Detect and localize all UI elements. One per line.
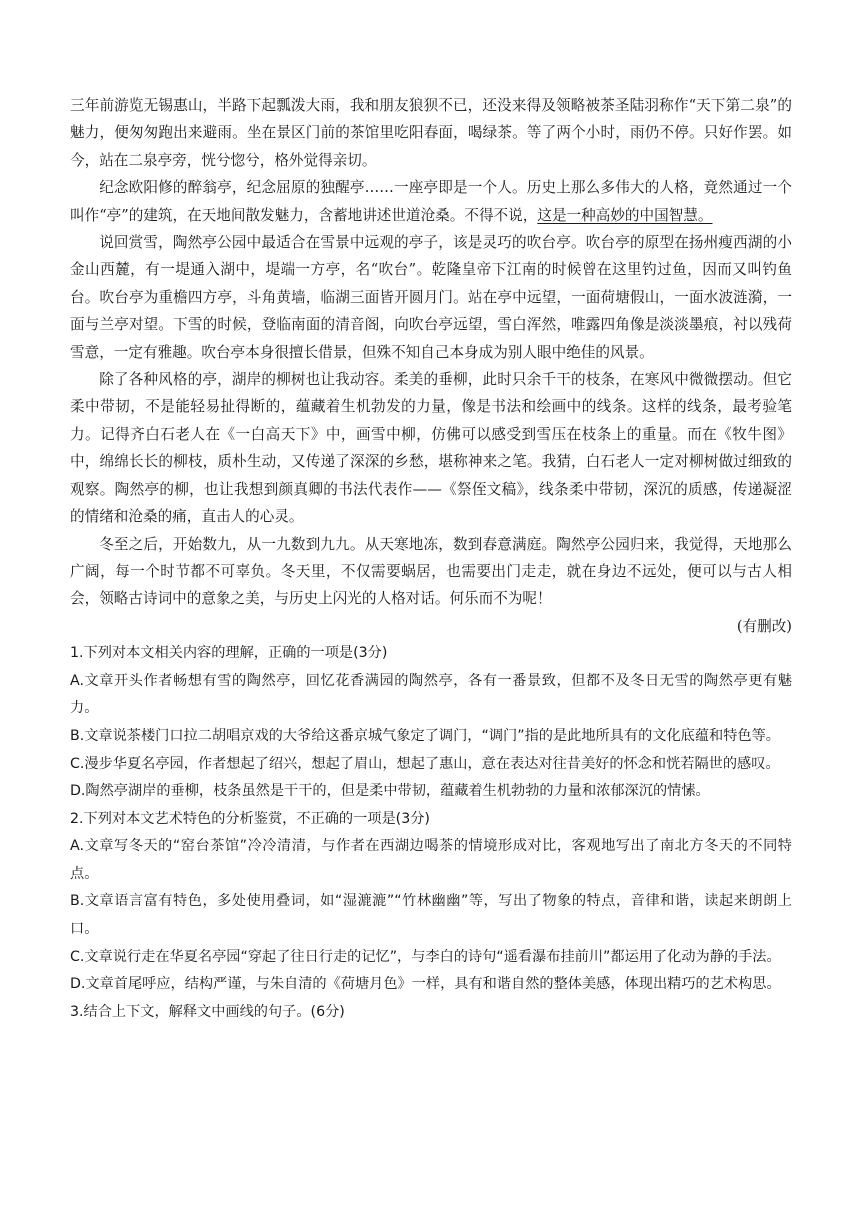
article-paragraph-3: 说回赏雪，陶然亭公园中最适合在雪景中远观的亭子，该是灵巧的吹台亭。吹台亭的原型在扬州瘦西湖的小金山西麓，有一堤通入湖中，堤端一方亭，名“吹台”。乾隆皇帝下江南的时候曾在这里钓过鱼，因而又叫钓鱼台。吹台亭为重檐四方亭，斗角黄墙，临湖三面皆开圆月门。站在亭中远望，一面荷塘假山，一面水波涟漪，一面与兰亭对望。下雪的时候，登临南面的清音阁，向吹台亭远望，雪白浑然，唯露四角像是淡淡墨痕，衬以残荷雪意，一定有雅趣。吹台亭本身很擅长借景，但殊不知自己本身成为别人眼中绝佳的风景。 [70,234,792,361]
question-2-option-b: B.文章语言富有特色，多处使用叠词，如“湿漉漉”“竹林幽幽”等，写出了物象的特点，音律和谐，读起来朗朗上口。 [70,893,792,938]
question-1-option-c: C.漫步华夏名亭园，作者想起了绍兴，想起了眉山，想起了惠山，意在表达对往昔美好的怀念和恍若隔世的感叹。 [70,755,780,772]
question-2-option-d: D.文章首尾呼应，结构严谨，与朱自清的《荷塘月色》一样，具有和谐自然的整体美感，体现出精巧的艺术构思。 [70,976,781,993]
article-body [70,92,792,640]
article-paragraph-4: 除了各种风格的亭，湖岸的柳树也让我动容。柔美的垂柳，此时只余千干的枝条，在寒风中微微摆动。但它柔中带韧，不是能轻易扯得断的，蕴藏着生机勃发的力量，像是书法和绘画中的线条。这样的线条，最考验笔力。记得齐白石老人在《一白高天下》中，画雪中柳，仿佛可以感受到雪压在枝条上的重量。而在《牧牛图》中，绵绵长长的柳枝，质朴生动，又传递了深深的乡愁，堪称神来之笔。我猜，白石老人一定对柳树做过细致的观察。陶然亭的柳，也让我想到颜真卿的书法代表作——《祭侄文稿》，线条柔中带韧，深沉的质感，传递凝涩的情绪和沧桑的痛，直击人的心灵。 [70,371,792,526]
question-2-stem: 2.下列对本文艺术特色的分析鉴赏，不正确的一项是(3分) [70,810,430,827]
questions-section [70,640,792,1026]
article-paragraph-1: 三年前游览无锡惠山，半路下起瓢泼大雨，我和朋友狼狈不已，还没来得及领略被茶圣陆羽称作“天下第二泉”的魅力，便匆匆跑出来避雨。坐在景区门前的茶馆里吃阳春面，喝绿茶。等了两个小时，雨仍不停。只好作罢。如今，站在二泉亭旁，恍兮惚兮，格外觉得亲切。 [70,97,792,169]
question-1-option-d: D.陶然亭湖岸的垂柳，枝条虽然是干干的，但是柔中带韧，蕴藏着生机勃勃的力量和浓郁深沉的情愫。 [70,783,710,800]
question-3-stem: 3.结合上下文，解释文中画线的句子。(6分) [70,1003,345,1020]
question-1-stem: 1.下列对本文相关内容的理解，正确的一项是(3分) [70,645,388,662]
paragraph-2-text: 纪念欧阳修的醉翁亭，纪念屈原的独醒亭……一座亭即是一个人。历史上那么多伟大的人格，竟然通过一个叫作“亭”的建筑，在天地间散发魅力，含蓄地讲述世道沧桑。不得不说， [70,179,792,224]
article-paragraph-2 [70,174,792,229]
source-note: (有删改) [736,617,792,635]
underlined-sentence: 这是一种高妙的中国智慧。 [537,206,713,224]
question-1-option-a: A.文章开头作者畅想有雪的陶然亭，回忆花香满园的陶然亭，各有一番景致，但都不及冬日无雪的陶然亭更有魅力。 [70,672,792,717]
article-paragraph-5: 冬至之后，开始数九，从一九数到九九。从天寒地冻，数到春意满庭。陶然亭公园归来，我觉得，天地那么广阔，每一个时节都不可辜负。冬天里，不仅需要蜗居，也需要出门走走，就在身边不远处，便可以与古人相会，领略古诗词中的意象之美，与历史上闪光的人格对话。何乐而不为呢！ [70,535,792,608]
question-2-option-c: C.文章说行走在华夏名亭园“穿起了往日行走的记忆”，与李白的诗句“遥看瀑布挂前川”都运用了化动为静的手法。 [70,948,781,965]
question-1-option-b: B.文章说茶楼门口拉二胡唱京戏的大爷给这番京城气象定了调门，“调门”指的是此地所具有的文化底蕴和特色等。 [70,727,780,744]
question-2-option-a: A.文章写冬天的“窑台茶馆”冷冷清清，与作者在西湖边喝茶的情境形成对比，客观地写出了南北方冬天的不同特点。 [70,838,792,882]
document-page [70,92,792,1026]
